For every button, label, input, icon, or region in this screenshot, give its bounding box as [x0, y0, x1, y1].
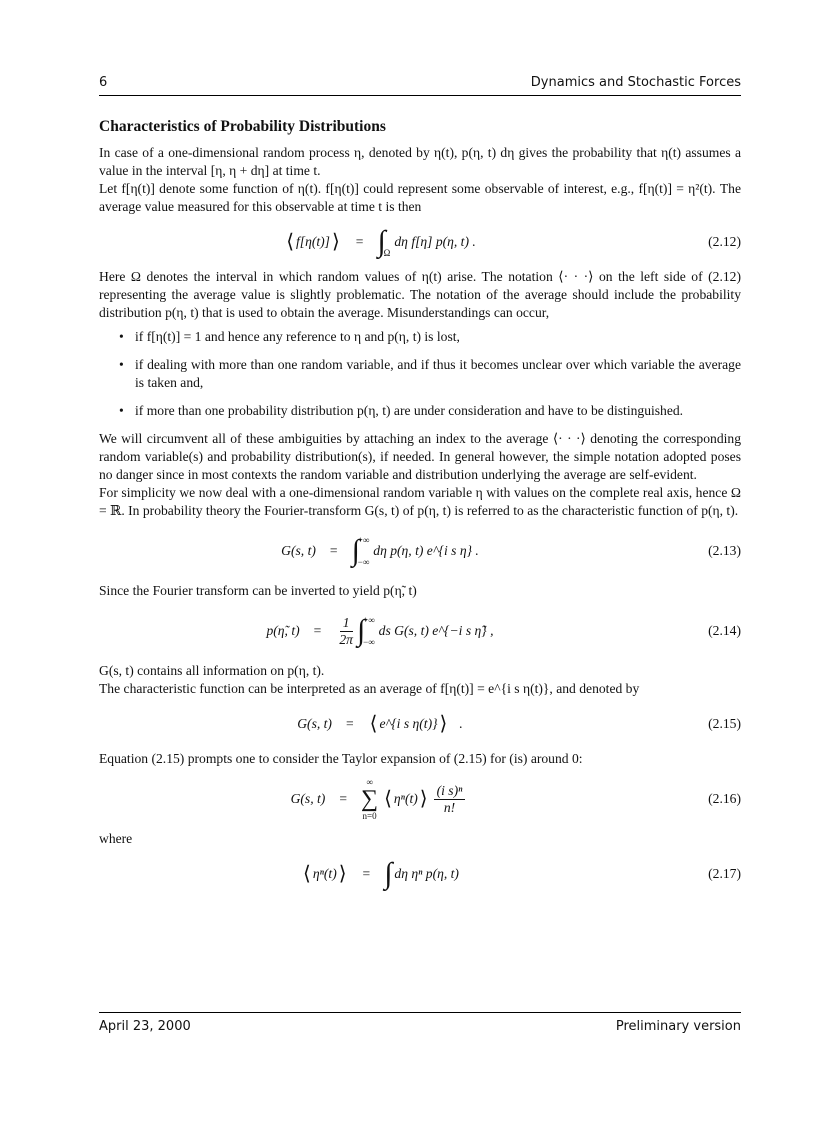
paragraph: where	[99, 831, 133, 846]
eq-rhs: e^{i s η(t)}	[379, 716, 438, 731]
eq-tail: .	[459, 716, 463, 731]
eq-moment: ηⁿ(t)	[393, 791, 418, 806]
footer-version: Preliminary version	[615, 1019, 741, 1034]
eq-lhs: f[η(t)]	[296, 234, 330, 249]
int-upper: +∞	[357, 535, 370, 545]
equation-number: (2.15)	[708, 716, 741, 731]
equation-number: (2.12)	[708, 234, 741, 249]
paragraph: G(s, t) contains all information on p(η, t).	[99, 663, 325, 678]
paragraph: The characteristic function can be interpreted as an average of f[η(t)] = e^{i s η(t)}, and denoted by	[99, 681, 640, 696]
sum-lower: n=0	[362, 811, 377, 821]
paragraph: Here Ω denotes the interval in which random values of η(t) arise. The notation ⟨· · ·⟩ on the left side of (2.12) representing the average value is slightly problematic. The notation of the average should include the probability distribution p(η, t) that is used to obtain the average. Misunderstandings can occur,	[99, 269, 741, 320]
paragraph: We will circumvent all of these ambiguities by attaching an index to the average ⟨· · ·⟩ denoting the corresponding random variable(s) and probability distribution(s), if needed. In general however, the simple notation adopted poses no danger since in most contexts the random variable and distribution underlying the average are self-evident.	[99, 431, 741, 482]
equation-number: (2.13)	[708, 543, 741, 558]
eq-integrand: dη ηⁿ p(η, t)	[394, 866, 459, 881]
int-lower: −∞	[357, 557, 370, 567]
int-upper: +∞	[363, 615, 375, 625]
paragraph: Let f[η(t)] denote some function of η(t). f[η(t)] could represent some observable of interest, e.g., f[η(t)] = η²(t). The average value measured for this observable at time t is then	[99, 181, 741, 214]
bullet-list	[99, 328, 741, 420]
footer-rule	[99, 1012, 741, 1013]
eq-integrand: dη f[η] p(η, t) .	[394, 234, 476, 249]
equation-number: (2.17)	[708, 866, 741, 881]
equation-number: (2.16)	[708, 791, 741, 806]
page-body	[99, 118, 741, 900]
header-rule	[99, 95, 741, 96]
int-lower: Ω	[383, 248, 391, 258]
section-title: Characteristics of Probability Distributions	[99, 118, 386, 135]
frac-denominator: 2π	[339, 631, 353, 647]
equation-2-16: G(s, t) = ∞ ∑ n=0 ⟨ ηⁿ(t) ⟩ $\frac{\text{(i s)ⁿ}}{n!}$ (2.16)	[290, 777, 741, 821]
equation-2-17: ⟨ ηⁿ(t) ⟩ = ∫ dη ηⁿ p(η, t) (2.17)	[303, 857, 741, 890]
eq-integrand: dη p(η, t) e^{i s η} .	[373, 543, 479, 558]
paragraph: Since the Fourier transform can be inverted to yield p(η̃, t)	[99, 583, 417, 598]
sum-upper: ∞	[366, 777, 373, 787]
paragraph: For simplicity we now deal with a one-dimensional random variable η with values on the complete real axis, hence Ω = ℝ. In probability theory the Fourier-transform G(s, t) of p(η, t) is referred to as the characteristic function of p(η, t).	[99, 485, 741, 518]
list-item: • if f[η(t)] = 1 and hence any reference to η and p(η, t) is lost,	[135, 328, 741, 346]
equation-number: (2.14)	[708, 623, 741, 638]
int-lower: −∞	[363, 637, 375, 647]
running-title: Dynamics and Stochastic Forces	[530, 75, 741, 90]
paragraph: Equation (2.15) prompts one to consider the Taylor expansion of (2.15) for (is) around 0:	[99, 751, 583, 766]
eq-lhs: p(η̃, t)	[266, 623, 300, 638]
eq-lhs: G(s, t)	[290, 791, 326, 806]
list-item: • if dealing with more than one random variable, and if thus it becomes unclear over which variable the average is taken and,	[135, 356, 741, 392]
eq-lhs: G(s, t)	[281, 543, 316, 558]
equation-2-12: ⟨ f[η(t)] ⟩ = ∫ Ω dη f[η] p(η, t) . (2.12)	[99, 222, 741, 262]
frac-numerator: (i s)ⁿ	[434, 783, 466, 800]
equation-2-13: G(s, t) = ∫ +∞ −∞ dη p(η, t) e^{i s η} . (2.13)	[99, 526, 741, 576]
paragraph: In case of a one-dimensional random process η, denoted by η(t), p(η, t) dη gives the probability that η(t) assumes a value in the interval [η, η + dη] at time t.	[99, 145, 741, 178]
eq-integrand: ds G(s, t) e^{−i s η̃} ,	[378, 623, 494, 638]
footer-date: April 23, 2000	[99, 1019, 191, 1034]
equation-2-15: G(s, t) = ⟨ e^{i s η(t)} ⟩ . (2.15)	[297, 713, 741, 735]
list-item: • if more than one probability distribution p(η, t) are under consideration and have to be distinguished.	[135, 402, 741, 420]
eq-lhs: G(s, t)	[297, 716, 332, 731]
frac-numerator: 1	[340, 615, 353, 632]
frac-denominator: n!	[443, 799, 456, 815]
eq-lhs: ηⁿ(t)	[312, 866, 337, 881]
page-number: 6	[99, 75, 108, 90]
equation-2-14: p(η̃, t) = $\frac{1}{2\pi}$ ∫ +∞ −∞ ds G(s, t) e^{−i s η̃} , (2.14)	[99, 606, 741, 656]
